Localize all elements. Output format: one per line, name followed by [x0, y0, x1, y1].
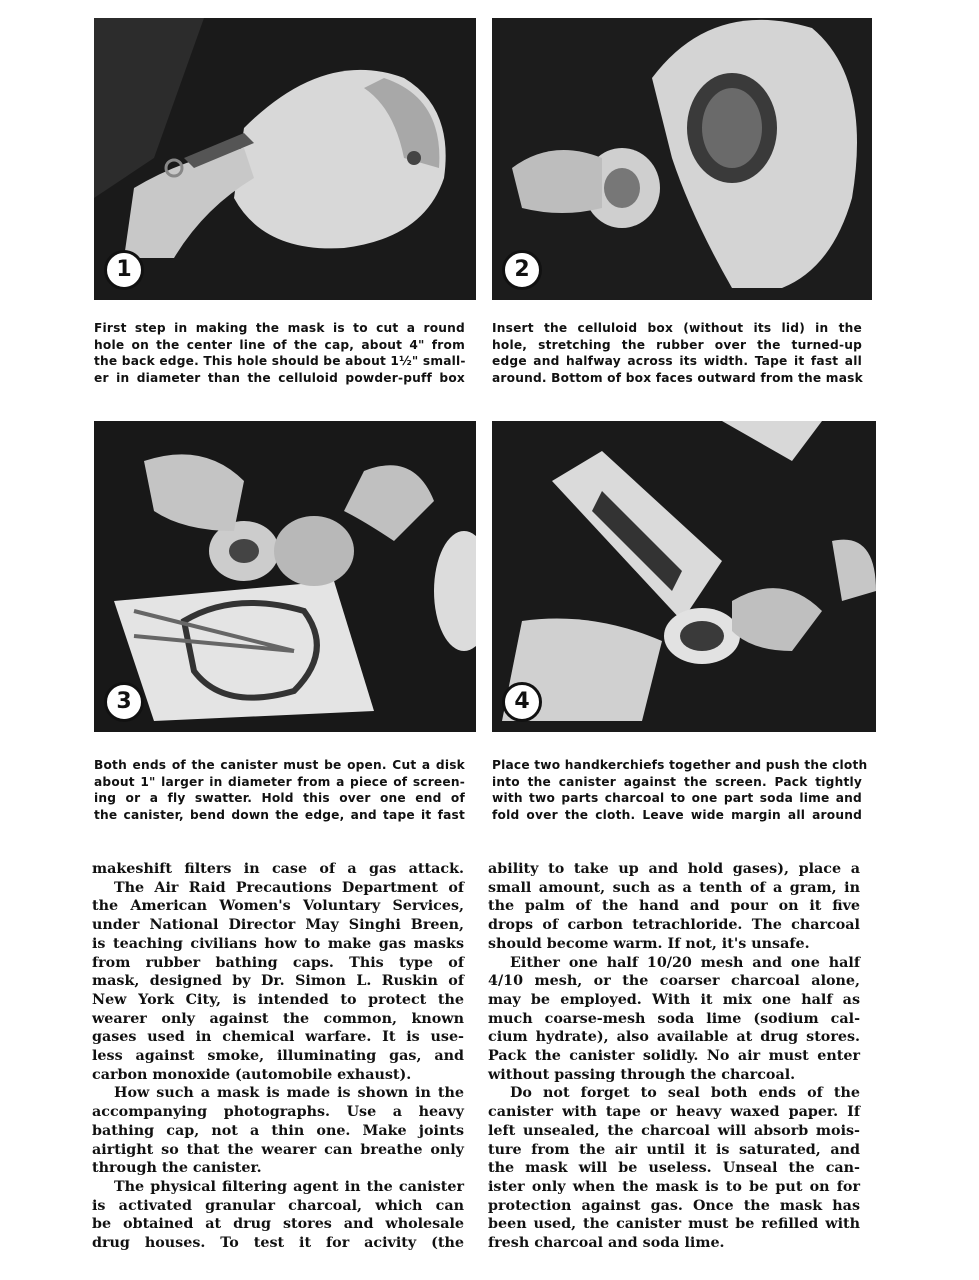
caption-2: [492, 320, 862, 386]
caption-3: [94, 757, 465, 823]
photo-3-illustration: [94, 421, 476, 732]
article-line: Pack the canister solidly. No air must enter: [488, 1048, 860, 1065]
article-line: without passing through the charcoal.: [488, 1066, 796, 1083]
article-line: fresh charcoal and soda lime.: [488, 1235, 725, 1252]
article-line: the American Women's Voluntary Services,: [92, 898, 464, 915]
article-line: makeshift filters in case of a gas attack.: [92, 861, 464, 877]
article-line: been used, the canister must be refilled with: [488, 1216, 860, 1233]
article-line: should become warm. If not, it's unsafe.: [488, 935, 810, 952]
photo-1-illustration: [94, 18, 476, 300]
caption-line: ing or a fly swatter. Hold this over one end of: [94, 791, 465, 805]
article-line: accompanying photographs. Use a heavy: [92, 1104, 464, 1121]
article-line: How such a mask is made is shown in the: [114, 1085, 464, 1102]
article-line: drug houses. To test it for acivity (the: [92, 1235, 464, 1252]
caption-line: into the canister against the screen. Pack tightly: [492, 774, 862, 789]
article-line: 4/10 mesh, or the coarser charcoal alone,: [488, 973, 860, 990]
caption-line: the canister, bend down the edge, and tape it fast: [94, 807, 465, 822]
article-line: less against smoke, illuminating gas, and: [92, 1048, 464, 1065]
article-line: much coarse-mesh soda lime (sodium cal-: [488, 1010, 860, 1027]
article-line: Either one half 10/20 mesh and one half: [510, 954, 860, 971]
article-right-column: [488, 860, 860, 1253]
article-line: drops of carbon tetrachloride. The charcoal: [488, 917, 860, 934]
article-line: cium hydrate), also available at drug stores.: [488, 1029, 860, 1046]
article-line: small amount, such as a tenth of a gram, in: [488, 879, 860, 896]
caption-line: with two parts charcoal to one part soda lime and: [492, 791, 862, 805]
photo-4-illustration: [492, 421, 876, 732]
article-line: through the canister.: [92, 1160, 262, 1177]
article-line: airtight so that the wearer can breathe only: [92, 1141, 464, 1158]
article-line: The physical filtering agent in the canister: [114, 1178, 464, 1195]
caption-line: First step in making the mask is to cut a round: [94, 321, 465, 335]
caption-line: Place two handkerchiefs together and push the cloth: [492, 758, 868, 772]
caption-1: [94, 320, 465, 386]
caption-4: [492, 757, 868, 823]
figure-number-badge: 4: [502, 682, 542, 722]
article-left-column: [92, 860, 464, 1253]
article-line: be obtained at drug stores and wholesale: [92, 1216, 464, 1233]
article-line: wearer only against the common, known: [92, 1010, 464, 1027]
caption-line: the back edge. This hole should be about 1½" small-: [94, 354, 466, 368]
caption-line: hole, stretching the rubber over the turned-up: [492, 337, 862, 352]
caption-line: around. Bottom of box faces outward from the mask: [492, 370, 863, 385]
article-line: mask, designed by Dr. Simon L. Ruskin of: [92, 973, 464, 990]
article-line: ture from the air until it is saturated, and: [488, 1141, 860, 1158]
article-line: may be employed. With it mix one half as: [488, 991, 860, 1008]
photo-2-inserting-box: [492, 18, 872, 300]
article-line: New York City, is intended to protect the: [92, 991, 464, 1008]
caption-line: hole on the center line of the cap, about 4" from: [94, 337, 465, 352]
photo-2-illustration: [492, 18, 872, 300]
article-line: gases used in chemical warfare. It is use-: [92, 1029, 464, 1046]
caption-line: about 1" larger in diameter from a piece of screen-: [94, 774, 465, 789]
article-line: bathing cap, not a thin one. Make joints: [92, 1122, 464, 1139]
article-line: carbon monoxide (automobile exhaust).: [92, 1066, 412, 1083]
article-line: the mask will be useless. Unseal the can-: [488, 1160, 860, 1177]
article-line: under National Director May Singhi Breen,: [92, 917, 464, 934]
article-line: Do not forget to seal both ends of the: [510, 1085, 860, 1102]
article-line: ister only when the mask is to be put on for: [488, 1178, 860, 1195]
figure-number-badge: 3: [104, 682, 144, 722]
article-line: the palm of the hand and pour on it five: [488, 898, 860, 915]
caption-line: Both ends of the canister must be open. Cut a disk: [94, 758, 465, 772]
caption-line: edge and halfway across its width. Tape it fast all: [492, 354, 862, 368]
article-line: left unsealed, the charcoal will absorb mois-: [488, 1122, 860, 1139]
figure-number-badge: 2: [502, 250, 542, 290]
article-line: is activated granular charcoal, which can: [92, 1197, 464, 1214]
article-line: from rubber bathing caps. This type of: [92, 954, 464, 971]
figure-number-badge: 1: [104, 250, 144, 290]
photo-1-cutting-cap: [94, 18, 476, 300]
article-line: The Air Raid Precautions Department of: [114, 879, 464, 896]
caption-line: Insert the celluloid box (without its lid) in the: [492, 321, 862, 335]
article-line: is teaching civilians how to make gas masks: [92, 935, 464, 952]
article-line: protection against gas. Once the mask has: [488, 1197, 860, 1214]
photo-4-packing-canister: [492, 421, 876, 732]
caption-line: fold over the cloth. Leave wide margin all around: [492, 807, 862, 822]
photo-3-screen-disk: [94, 421, 476, 732]
article-line: canister with tape or heavy waxed paper. If: [488, 1104, 860, 1121]
article-line: ability to take up and hold gases), place a: [488, 861, 860, 877]
caption-line: er in diameter than the celluloid powder-puff box: [94, 370, 465, 385]
